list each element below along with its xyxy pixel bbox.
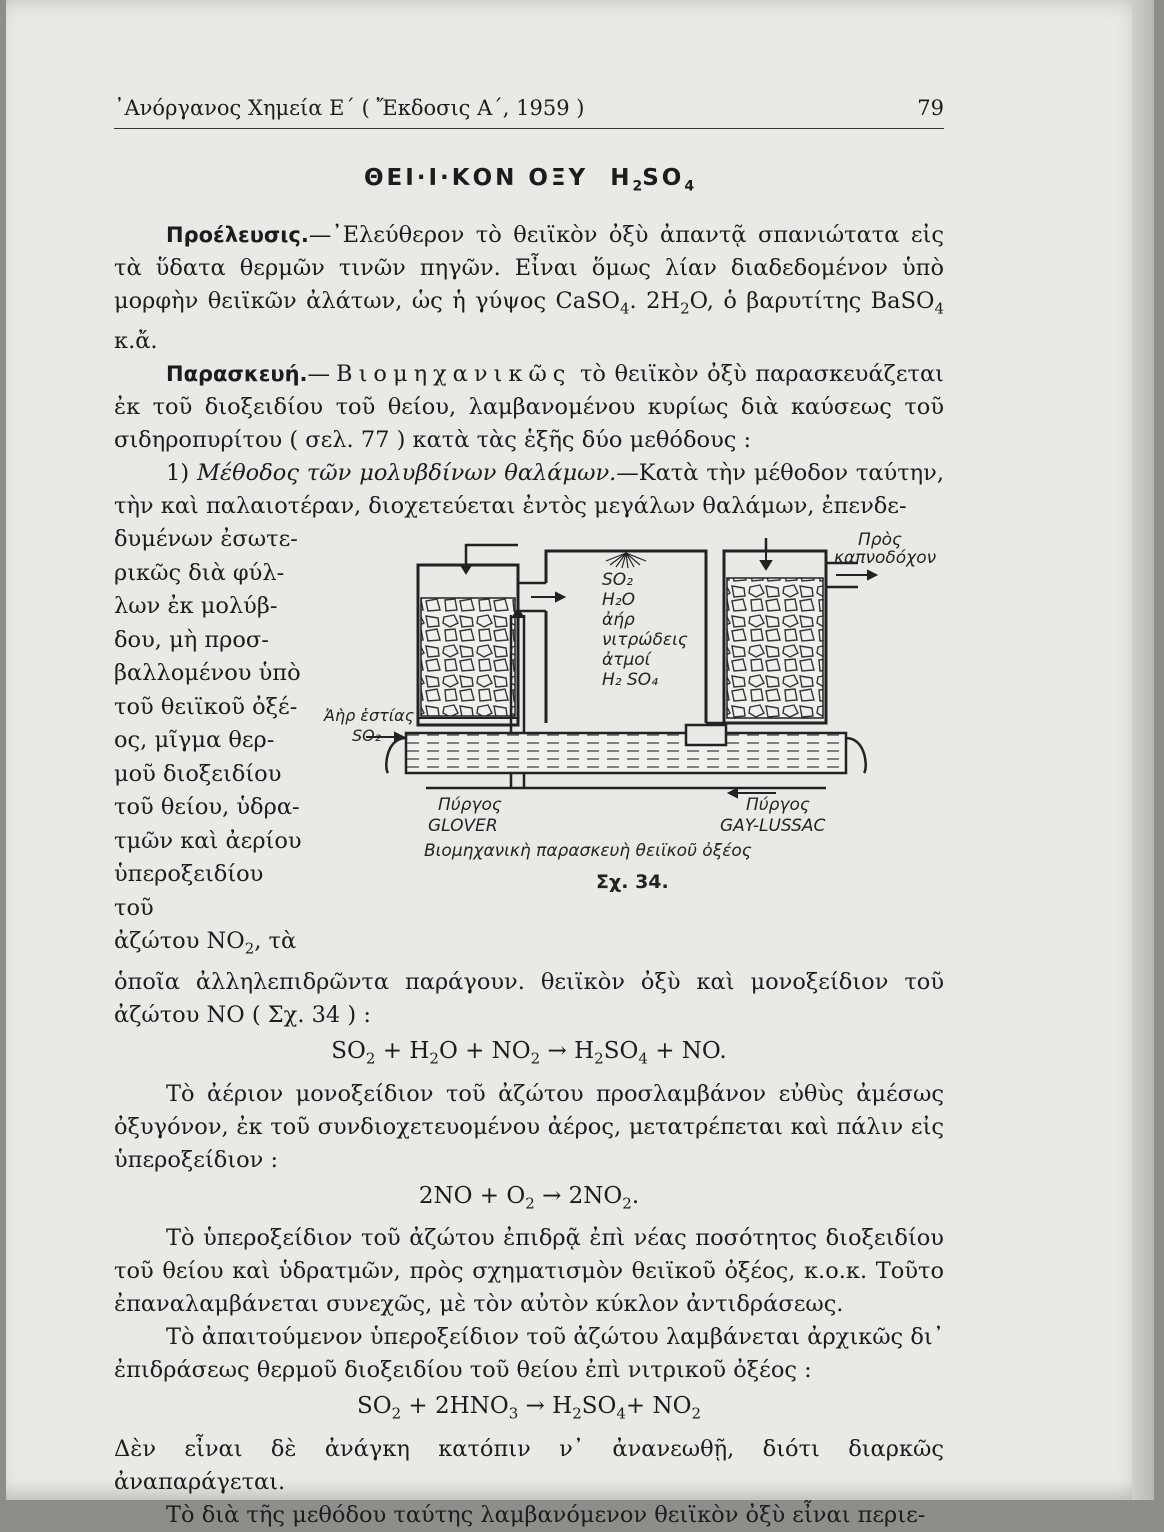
chamber-label: H₂O (602, 590, 635, 611)
sulfuric-acid-plant-diagram (306, 523, 944, 918)
chamber-label: νιτρώδεις (602, 630, 688, 651)
wrapped-line: δυμένων ἐσωτε- (114, 526, 298, 553)
wrapped-line: μοῦ διοξειδίου (114, 760, 282, 787)
wrapped-text-column (114, 523, 306, 966)
paragraph-method-1: 1) Μέθοδος τῶν μολυβδίνων θαλάμων.—Κατὰ τὴν μέθοδον ταύτην, τὴν καὶ παλαιοτέραν, διοχετεύεται ἐντὸς μεγάλων θαλάμων, ἐπενδε- (114, 460, 944, 520)
figure-caption: Βιομηχανικὴ παρασκευὴ θειϊκοῦ ὀξέος (424, 841, 752, 862)
title-formula: $H_2SO_4$ (610, 165, 695, 195)
heading-preparation: Παρασκευή. (166, 362, 308, 387)
equation-3: $SO_2 + 2HNO_3 \to H_2SO_4+ NO_2$ (356, 1393, 702, 1423)
title-text: ΘΕΙ·Ι·ΚΟΝ ΟΞΥ (363, 165, 589, 191)
running-head-title: ᾿Ανόργανος Χημεία Ε΄ ( Ἔκδοσις Α΄, 1959 ) (114, 96, 585, 120)
paragraph-3: Τὸ ὑπεροξείδιον τοῦ ἀζώτου ἐπιδρᾷ ἐπὶ νέας ποσότητος διοξειδίου τοῦ θείου καὶ ὑδρατμῶν, πρὸς σχηματισμὸν θειϊκοῦ ὀξέος, κ.ο.κ. Τοῦτο ἐπαναλαμβάνεται συνεχῶς, μὲ τὸν αὐτὸν κύκλον ἀντιδράσεως. (114, 1225, 944, 1318)
book-page (6, 0, 1154, 1528)
wrapped-line-last: ἀζώτου $NO_2$, τὰ (114, 928, 297, 958)
so2-inlet-label: SO₂ (352, 726, 382, 746)
paragraph-origin: Προέλευσις.—᾿Ελεύθερον τὸ θειϊκὸν ὀξὺ ἀπαντᾷ σπανιώτατα εἰς τὰ ὕδατα θερμῶν τινῶν πηγῶν. Εἶναι ὅμως λίαν διαδεδομένον ὑπὸ μορφὴν θειϊκῶν ἀλάτων, ὡς ἡ γύψος CaSO$_4$. $2H_2O$, ὁ βαρυτίτης BaSO$_4$ κ.ἄ. (114, 221, 945, 355)
wrapped-line: ρικῶς διὰ φύλ- (114, 559, 285, 586)
figure-row (114, 523, 944, 966)
page-content (114, 96, 944, 1532)
running-head (114, 96, 944, 129)
chimney-label: καπνοδόχον (834, 548, 937, 569)
acid-trough (386, 725, 865, 788)
gay-lussac-name: Πύργος (746, 795, 810, 816)
gay-lussac-tower (724, 551, 826, 723)
equation-2: $2NO + O_2 \to 2NO_2$. (418, 1182, 640, 1213)
chamber-label: SO₂ (602, 570, 633, 591)
section-title (114, 165, 944, 195)
wrapped-line: τμῶν καὶ ἀερίου (114, 827, 302, 854)
wrapped-line: βαλλομένου ὑπὸ (114, 660, 301, 687)
wrapped-line: ὑπεροξειδίου τοῦ (114, 861, 264, 921)
equation-1: $SO_2 + H_2O + NO_2 \to H_2SO_4$ + NO. (331, 1038, 727, 1068)
wrapped-line: δου, μὴ προσ- (114, 626, 269, 653)
page-number: 79 (917, 96, 944, 120)
glover-label: GLOVER (428, 816, 498, 837)
glover-name: Πύργος (438, 795, 502, 816)
wrapped-line: τοῦ θείου, ὑδρα- (114, 794, 300, 821)
paragraph-5: Δὲν εἶναι δὲ ἀνάγκη κατόπιν ν᾿ ἀνανεωθῇ, διότι διαρκῶς ἀναπαράγεται. (114, 1435, 944, 1495)
chamber-label: ἀτμοί (602, 650, 651, 671)
glover-tower (418, 565, 518, 725)
figure-number: Σχ. 34. (596, 871, 669, 894)
wrapped-line: τοῦ θειϊκοῦ ὀξέ- (114, 693, 298, 720)
method-1-title: Μέθοδος τῶν μολυβδίνων θαλάμων. (197, 460, 617, 487)
paragraph-after-figure: ὁποῖα ἀλληλεπιδρῶντα παράγουν. θειϊκὸν ὀξὺ καὶ μονοξείδιον τοῦ ἀζώτου NO ( Σχ. 34 ) : (114, 969, 944, 1029)
paragraph-4: Τὸ ἀπαιτούμενον ὑπεροξείδιον τοῦ ἀζώτου λαμβάνεται ἀρχικῶς δι᾿ ἐπιδράσεως θερμοῦ διοξειδίου τοῦ θείου ἐπὶ νιτρικοῦ ὀξέος : (114, 1324, 944, 1384)
air-hearth-label: Ἀὴρ ἑστίας (324, 706, 415, 726)
gay-lussac-label: GAY-LUSSAC (720, 816, 826, 837)
chimney-label: Πρὸς (858, 530, 902, 551)
radiating-lines-icon (606, 553, 646, 568)
chamber-label: H₂ SO₄ (602, 670, 658, 691)
figure-34 (306, 523, 944, 966)
paragraph-2: Τὸ ἀέριον μονοξείδιον τοῦ ἀζώτου προσλαμβάνον εὐθὺς ἀμέσως ὀξυγόνον, ἐκ τοῦ συνδιοχετευομένου ἀέρος, μετατρέπεται καὶ πάλιν εἰς ὑπεροξείδιον : (114, 1080, 944, 1173)
chamber-label: ἀήρ (602, 610, 635, 631)
paragraph-preparation: Παρασκευή.—Βιομηχανικῶς τὸ θειϊκὸν ὀξὺ παρασκευάζεται ἐκ τοῦ διοξειδίου τοῦ θείου, λαμβανομένου κυρίως διὰ καύσεως τοῦ σιδηροπυρίτου ( σελ. 77 ) κατὰ τὰς ἑξῆς δύο μεθόδους : (114, 361, 944, 454)
paragraph-6: Τὸ διὰ τῆς μεθόδου ταύτης λαμβανόμενον θειϊκὸν ὀξὺ εἶναι περιε- (166, 1501, 926, 1528)
wrapped-line: ος, μῖγμα θερ- (114, 727, 275, 754)
wrapped-line: λων ἐκ μολύβ- (114, 593, 278, 620)
page-edge (1132, 0, 1154, 1500)
heading-origin: Προέλευσις. (166, 222, 309, 247)
